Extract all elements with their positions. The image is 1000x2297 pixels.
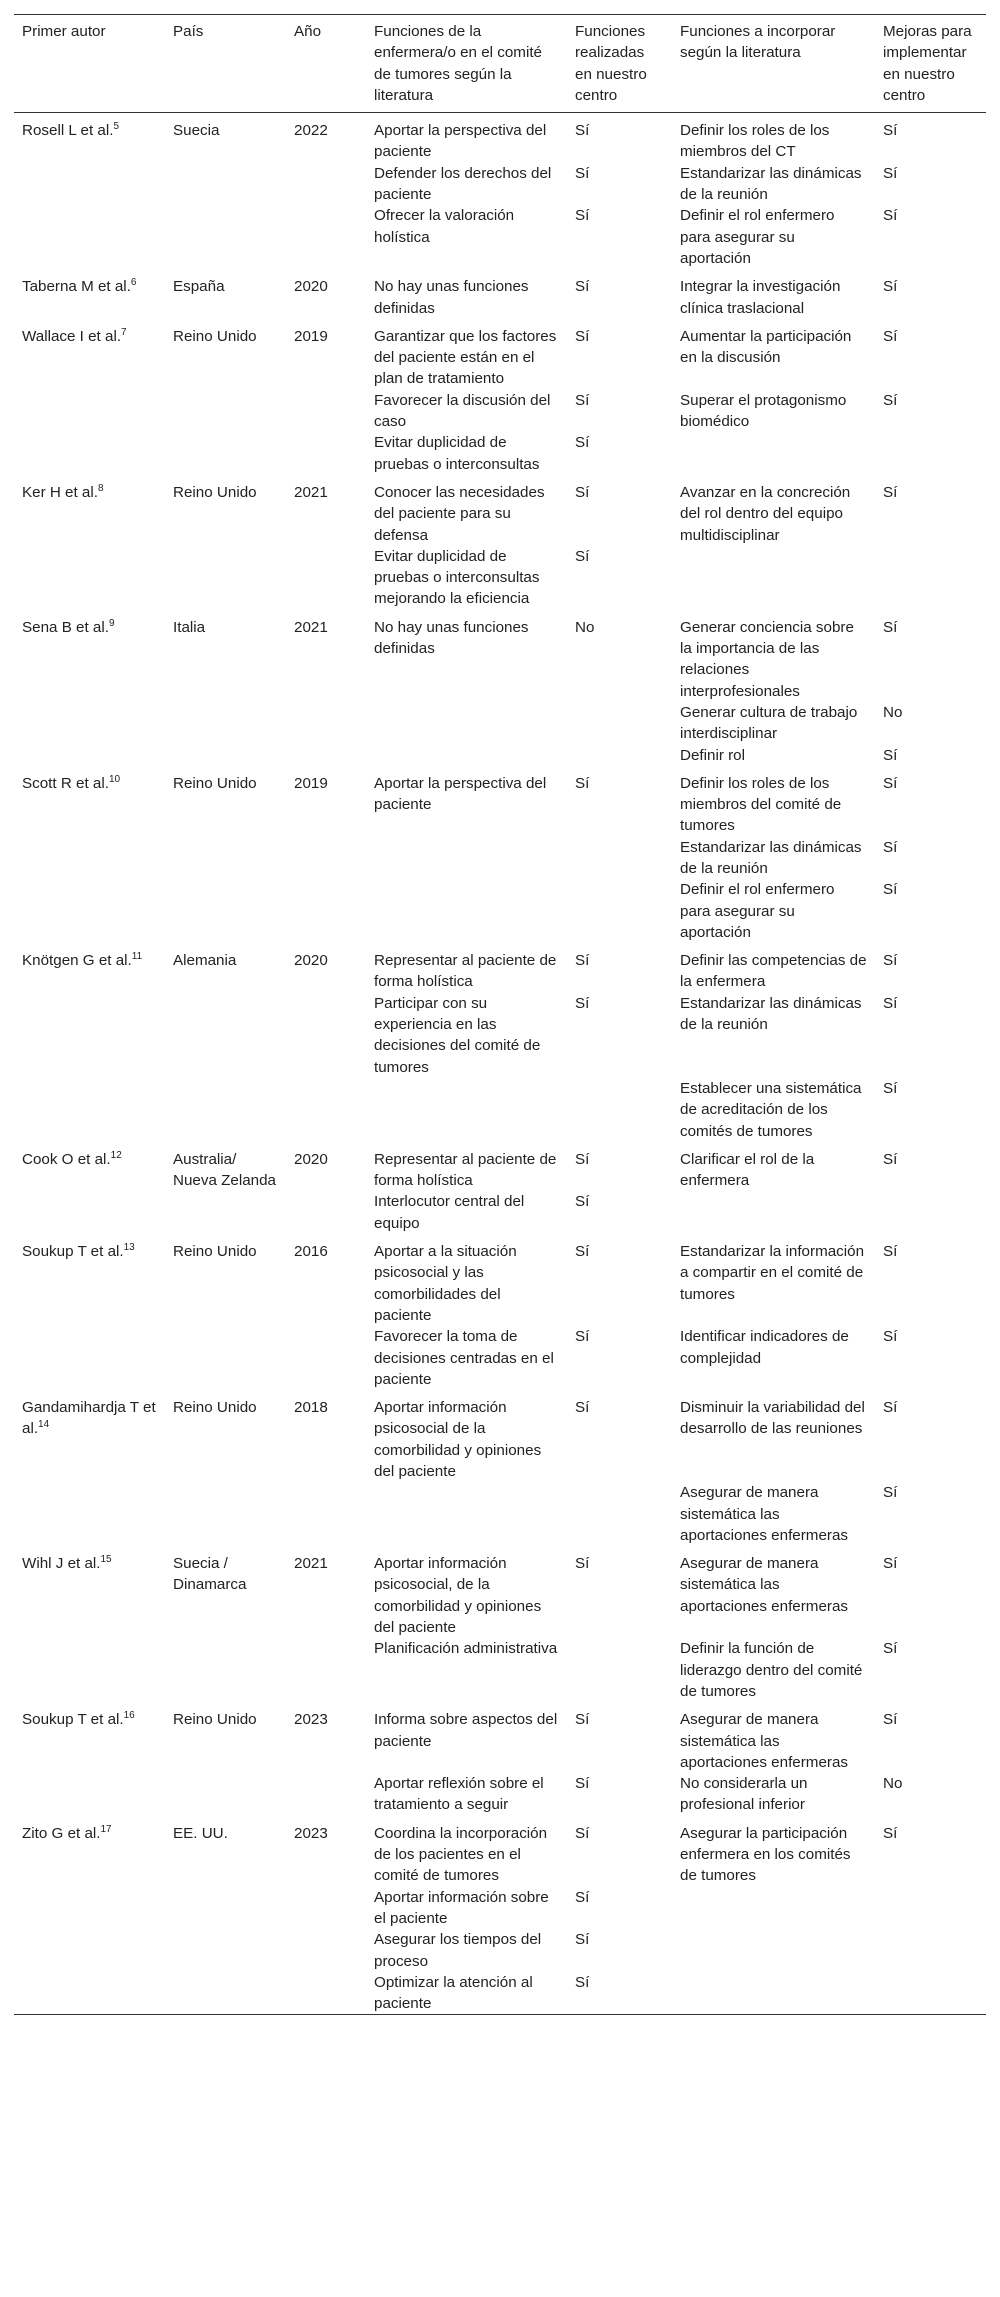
function-to-add-cell: [672, 546, 875, 610]
author-name: Soukup T et al.: [22, 1711, 124, 1729]
author-cell: [14, 113, 165, 270]
improvement-cell: Sí: [883, 746, 898, 764]
function-literature-cell: Participar con su experiencia en las decisiones del comité de tumores: [374, 994, 541, 1076]
author-cell: [14, 475, 165, 610]
function-literature-cell: Aportar información psicosocial, de la comorbilidad y opiniones del paciente: [374, 1555, 542, 1637]
function-to-add-cell: Generar conciencia sobre la importancia de las relaciones interprofesionales: [680, 618, 854, 700]
author-name: Knötgen G et al.: [22, 952, 132, 970]
reference-number: 11: [131, 951, 143, 963]
improvement-cell: Sí: [883, 1150, 898, 1168]
function-to-add-cell: Definir la función de liderazgo dentro del comité de tumores: [680, 1640, 863, 1700]
function-to-add-cell: [672, 1929, 875, 1972]
author-name: Zito G et al.: [22, 1824, 101, 1842]
year-cell: 2021: [294, 618, 328, 636]
improvement-cell: Sí: [883, 483, 898, 501]
function-literature-cell: Representar al paciente de forma holística: [374, 952, 557, 991]
improvement-cell: [875, 1887, 986, 1930]
table-row: [14, 1390, 986, 1482]
function-done-cell: Sí: [575, 547, 590, 565]
improvement-cell: Sí: [883, 391, 898, 409]
function-literature-cell: Interlocutor central del equipo: [374, 1193, 525, 1232]
header-functions-done: Funciones realizadas en nuestro centro: [575, 23, 647, 104]
function-done-cell: Sí: [575, 1711, 590, 1729]
improvement-cell: Sí: [883, 207, 898, 225]
function-done-cell: Sí: [575, 1775, 590, 1793]
function-done-cell: [567, 1482, 672, 1546]
function-literature-cell: Garantizar que los factores del paciente están en el plan de tratamiento: [374, 327, 557, 388]
country-cell: Reino Unido: [173, 1399, 257, 1417]
table-row: [14, 475, 986, 546]
function-literature-cell: Favorecer la discusión del caso: [374, 391, 551, 431]
improvement-cell: Sí: [883, 1640, 898, 1658]
author-cell: [14, 269, 165, 319]
improvement-cell: Sí: [883, 774, 898, 792]
function-done-cell: Sí: [575, 327, 590, 345]
function-done-cell: No: [575, 618, 595, 636]
author-cell: [14, 1702, 165, 1815]
improvement-cell: [875, 1972, 986, 2015]
header-improvements: Mejoras para implementar en nuestro centro: [883, 23, 972, 104]
function-to-add-cell: Asegurar de manera sistemática las aportaciones enfermeras: [680, 1555, 848, 1615]
reference-number: 9: [108, 617, 115, 629]
author-name: Cook O et al.: [22, 1150, 111, 1168]
literature-comparison-table: [14, 14, 986, 2015]
year-cell: 2019: [294, 774, 328, 792]
function-to-add-cell: Establecer una sistemática de acreditación de los comités de tumores: [680, 1079, 862, 1140]
author-cell: [14, 1546, 165, 1702]
improvement-cell: [875, 1191, 986, 1234]
function-to-add-cell: Estandarizar las dinámicas de la reunión: [680, 838, 862, 877]
function-to-add-cell: Asegurar de manera sistemática las aportaciones enfermeras: [680, 1711, 848, 1771]
function-done-cell: [567, 702, 672, 745]
function-done-cell: Sí: [575, 1399, 590, 1417]
function-literature-cell: Planificación administrativa: [374, 1640, 558, 1658]
country-cell: Reino Unido: [173, 1243, 257, 1261]
improvement-cell: Sí: [883, 618, 898, 636]
author-cell: [14, 1142, 165, 1234]
reference-number: 12: [110, 1149, 122, 1161]
improvement-cell: No: [883, 1775, 903, 1793]
improvement-cell: Sí: [883, 1484, 898, 1502]
function-to-add-cell: Identificar indicadores de complejidad: [680, 1328, 849, 1367]
function-done-cell: [567, 1078, 672, 1142]
improvement-cell: Sí: [883, 952, 898, 970]
improvement-cell: Sí: [883, 122, 898, 140]
table-row: [14, 1702, 986, 1773]
table-row: [14, 766, 986, 837]
reference-number: 8: [97, 482, 104, 494]
improvement-cell: Sí: [883, 994, 898, 1012]
function-done-cell: Sí: [575, 1328, 590, 1346]
author-cell: [14, 943, 165, 1142]
improvement-cell: Sí: [883, 327, 898, 345]
function-to-add-cell: Definir las competencias de la enfermera: [680, 952, 867, 991]
year-cell: 2023: [294, 1711, 328, 1729]
improvement-cell: [875, 546, 986, 610]
function-to-add-cell: Estandarizar la información a compartir en el comité de tumores: [680, 1243, 865, 1303]
function-done-cell: Sí: [575, 278, 590, 296]
function-done-cell: [567, 1638, 672, 1702]
header-functions-to-add: Funciones a incorporar según la literatura: [680, 23, 836, 62]
year-cell: 2020: [294, 1150, 328, 1168]
function-to-add-cell: Definir el rol enfermero para asegurar su aportación: [680, 207, 835, 267]
improvement-cell: No: [883, 703, 903, 721]
reference-number: 16: [123, 1710, 135, 1722]
function-done-cell: Sí: [575, 1931, 590, 1949]
function-done-cell: Sí: [575, 952, 590, 970]
author-name: Taberna M et al.: [22, 278, 131, 296]
function-literature-cell: Coordina la incorporación de los pacientes en el comité de tumores: [374, 1824, 548, 1885]
function-done-cell: Sí: [575, 391, 590, 409]
improvement-cell: Sí: [883, 1555, 898, 1573]
function-done-cell: Sí: [575, 122, 590, 140]
function-to-add-cell: [672, 432, 875, 475]
country-cell: España: [173, 278, 225, 296]
function-literature-cell: Informa sobre aspectos del paciente: [374, 1711, 558, 1750]
function-done-cell: Sí: [575, 164, 590, 182]
reference-number: 5: [113, 121, 120, 133]
function-done-cell: Sí: [575, 1888, 590, 1906]
improvement-cell: Sí: [883, 1824, 898, 1842]
function-done-cell: Sí: [575, 1973, 590, 1991]
function-to-add-cell: Aumentar la participación en la discusión: [680, 327, 852, 367]
table-row: [14, 610, 986, 702]
author-name: Ker H et al.: [22, 483, 98, 501]
function-to-add-cell: [672, 1887, 875, 1930]
function-to-add-cell: Disminuir la variabilidad del desarrollo de las reuniones: [680, 1399, 865, 1438]
author-name: Wihl J et al.: [22, 1555, 101, 1573]
function-to-add-cell: Asegurar la participación enfermera en los comités de tumores: [680, 1824, 851, 1885]
function-to-add-cell: Asegurar de manera sistemática las aportaciones enfermeras: [680, 1484, 848, 1544]
function-done-cell: [567, 745, 672, 766]
country-cell: Alemania: [173, 952, 237, 970]
table-body: [14, 113, 986, 2015]
author-cell: [14, 610, 165, 766]
function-literature-cell: [366, 745, 567, 766]
header-author: Primer autor: [22, 23, 106, 40]
country-cell: Australia/ Nueva Zelanda: [173, 1150, 277, 1190]
function-literature-cell: Defender los derechos del paciente: [374, 164, 552, 204]
header-year: Año: [294, 23, 322, 40]
table-row: [14, 319, 986, 390]
table-row: [14, 1142, 986, 1192]
function-to-add-cell: Generar cultura de trabajo interdisciplinar: [680, 703, 858, 743]
improvement-cell: Sí: [883, 838, 898, 856]
country-cell: Reino Unido: [173, 774, 257, 792]
function-to-add-cell: Avanzar en la concreción del rol dentro del equipo multidisciplinar: [680, 483, 851, 544]
improvement-cell: Sí: [883, 1243, 898, 1261]
table-row: [14, 269, 986, 319]
author-cell: [14, 766, 165, 943]
improvement-cell: Sí: [883, 1399, 898, 1417]
country-cell: Italia: [173, 618, 206, 636]
table-row: [14, 943, 986, 993]
function-literature-cell: [366, 879, 567, 943]
function-done-cell: Sí: [575, 994, 590, 1012]
table-row: [14, 113, 986, 163]
function-literature-cell: Optimizar la atención al paciente: [374, 1973, 533, 2013]
function-literature-cell: Asegurar los tiempos del proceso: [374, 1931, 542, 1970]
function-to-add-cell: Clarificar el rol de la enfermera: [680, 1150, 815, 1190]
author-name: Gandamihardja T et al.: [22, 1399, 156, 1438]
function-literature-cell: Evitar duplicidad de pruebas o interconsultas mejorando la eficiencia: [374, 547, 540, 608]
function-literature-cell: [366, 1482, 567, 1546]
improvement-cell: Sí: [883, 278, 898, 296]
function-done-cell: [567, 837, 672, 880]
year-cell: 2019: [294, 327, 328, 345]
author-cell: [14, 319, 165, 475]
function-literature-cell: Ofrecer la valoración holística: [374, 207, 515, 246]
author-name: Soukup T et al.: [22, 1243, 124, 1261]
function-done-cell: Sí: [575, 1150, 590, 1168]
function-done-cell: Sí: [575, 207, 590, 225]
reference-number: 10: [108, 773, 121, 785]
function-to-add-cell: [672, 1191, 875, 1234]
year-cell: 2018: [294, 1399, 328, 1417]
year-cell: 2020: [294, 278, 328, 296]
table-row: [14, 1234, 986, 1326]
function-to-add-cell: Definir los roles de los miembros del CT: [680, 122, 830, 161]
year-cell: 2016: [294, 1243, 328, 1261]
function-to-add-cell: Definir el rol enfermero para asegurar su aportación: [680, 881, 835, 941]
year-cell: 2021: [294, 483, 328, 501]
function-literature-cell: [366, 702, 567, 745]
function-done-cell: Sí: [575, 1193, 590, 1211]
function-literature-cell: Aportar información psicosocial de la comorbilidad y opiniones del paciente: [374, 1399, 542, 1480]
improvement-cell: Sí: [883, 1711, 898, 1729]
function-literature-cell: Conocer las necesidades del paciente para su defensa: [374, 483, 545, 544]
function-literature-cell: [366, 837, 567, 880]
header-row: [14, 15, 986, 113]
country-cell: Suecia: [173, 122, 220, 140]
function-done-cell: Sí: [575, 483, 590, 501]
table-row: [14, 1546, 986, 1638]
country-cell: Reino Unido: [173, 483, 257, 501]
author-name: Scott R et al.: [22, 774, 109, 792]
improvement-cell: Sí: [883, 881, 898, 899]
reference-number: 6: [130, 277, 137, 289]
function-literature-cell: No hay unas funciones definidas: [374, 278, 529, 317]
improvement-cell: Sí: [883, 164, 898, 182]
function-literature-cell: Evitar duplicidad de pruebas o interconsultas: [374, 434, 540, 473]
function-to-add-cell: Integrar la investigación clínica traslacional: [680, 278, 841, 317]
table-row: [14, 1816, 986, 1887]
function-literature-cell: Aportar reflexión sobre el tratamiento a seguir: [374, 1775, 544, 1814]
author-cell: [14, 1816, 165, 2015]
function-to-add-cell: Definir rol: [680, 746, 745, 764]
function-done-cell: [567, 879, 672, 943]
reference-number: 13: [123, 1242, 135, 1254]
function-to-add-cell: Estandarizar las dinámicas de la reunión: [680, 164, 862, 204]
improvement-cell: Sí: [883, 1328, 898, 1346]
function-literature-cell: Aportar la perspectiva del paciente: [374, 122, 547, 161]
year-cell: 2020: [294, 952, 328, 970]
function-done-cell: Sí: [575, 1555, 590, 1573]
function-done-cell: Sí: [575, 434, 590, 452]
improvement-cell: [875, 432, 986, 475]
header-functions-literature: Funciones de la enfermera/o en el comité de tumores según la literatura: [374, 23, 542, 104]
function-literature-cell: Aportar información sobre el paciente: [374, 1888, 549, 1927]
author-name: Sena B et al.: [22, 618, 109, 636]
reference-number: 7: [121, 326, 127, 338]
function-to-add-cell: Superar el protagonismo biomédico: [680, 391, 847, 431]
country-cell: Suecia / Dinamarca: [173, 1555, 247, 1594]
function-literature-cell: No hay unas funciones definidas: [374, 618, 529, 658]
reference-number: 14: [38, 1419, 50, 1431]
function-to-add-cell: Definir los roles de los miembros del comité de tumores: [680, 774, 842, 835]
table-header: [14, 15, 986, 113]
author-cell: [14, 1234, 165, 1390]
function-done-cell: Sí: [575, 1824, 590, 1842]
improvement-cell: [875, 1929, 986, 1972]
function-done-cell: Sí: [575, 774, 590, 792]
function-to-add-cell: Estandarizar las dinámicas de la reunión: [680, 994, 862, 1034]
year-cell: 2022: [294, 122, 328, 140]
country-cell: EE. UU.: [173, 1824, 228, 1842]
country-cell: Reino Unido: [173, 327, 257, 345]
year-cell: 2021: [294, 1555, 328, 1573]
function-to-add-cell: No considerarla un profesional inferior: [680, 1775, 808, 1814]
function-literature-cell: Aportar a la situación psicosocial y las comorbilidades del paciente: [374, 1243, 517, 1324]
reference-number: 15: [100, 1554, 112, 1566]
function-literature-cell: Favorecer la toma de decisiones centradas en el paciente: [374, 1328, 554, 1388]
function-done-cell: Sí: [575, 1243, 590, 1261]
author-cell: [14, 1390, 165, 1546]
author-name: Rosell L et al.: [22, 122, 114, 140]
year-cell: 2023: [294, 1824, 328, 1842]
function-literature-cell: [366, 1078, 567, 1142]
header-country: País: [173, 23, 204, 40]
function-literature-cell: Aportar la perspectiva del paciente: [374, 774, 547, 814]
country-cell: Reino Unido: [173, 1711, 257, 1729]
function-to-add-cell: [672, 1972, 875, 2015]
improvement-cell: Sí: [883, 1079, 898, 1097]
author-name: Wallace I et al.: [22, 327, 122, 345]
function-literature-cell: Representar al paciente de forma holística: [374, 1150, 557, 1190]
reference-number: 17: [100, 1823, 112, 1835]
